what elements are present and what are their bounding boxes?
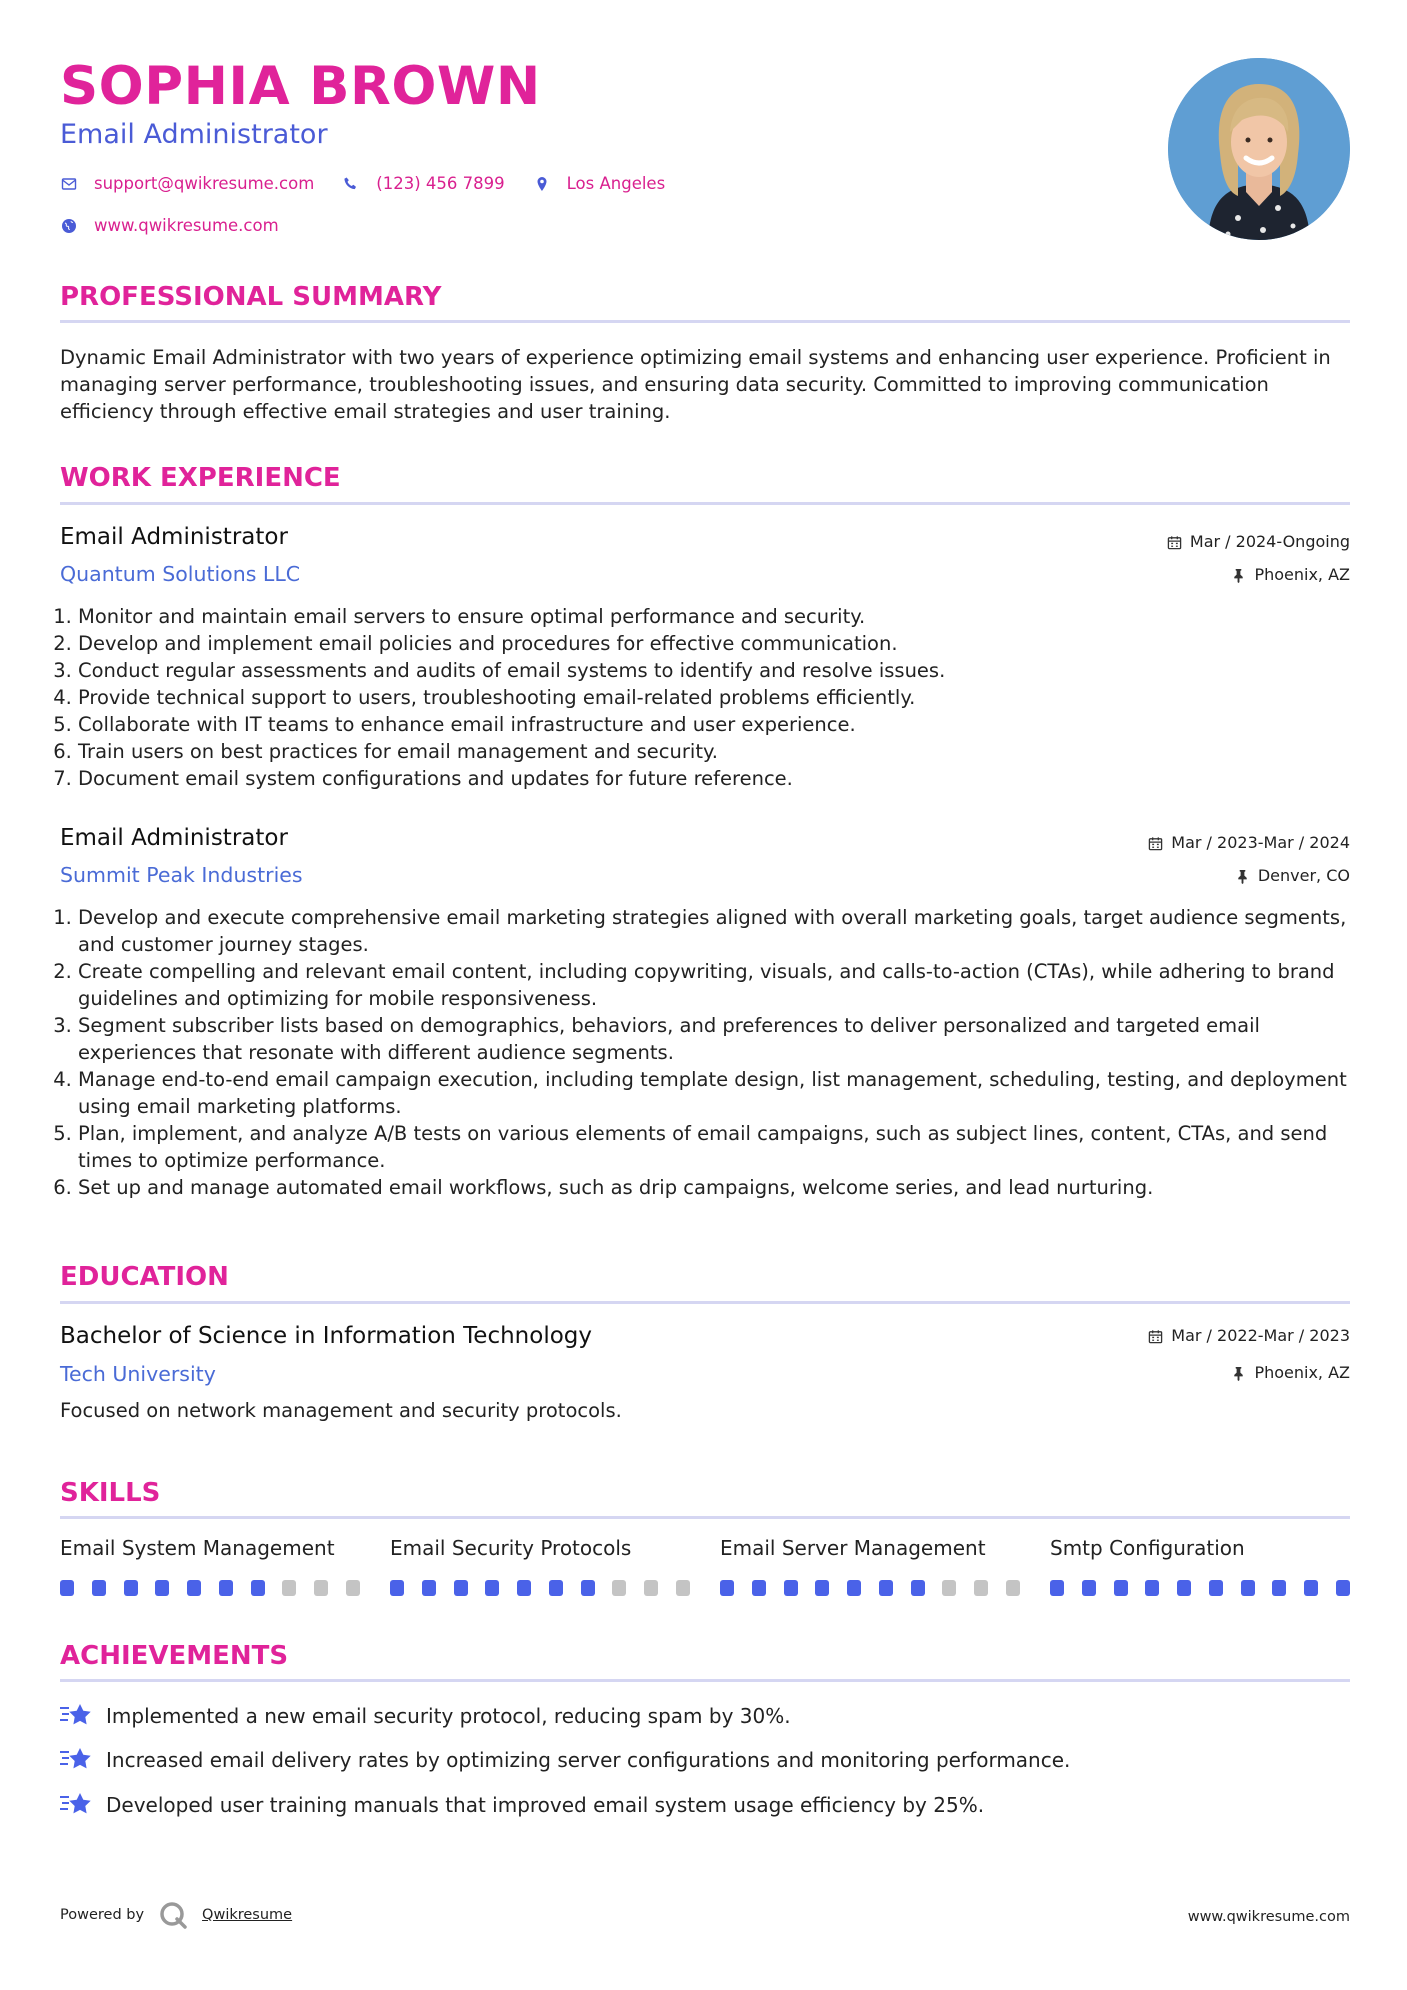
star-icon — [60, 1791, 92, 1819]
list-item: 6. Set up and manage automated email workflows, such as drip campaigns, welcome series, and lead nurturing. — [78, 1174, 1368, 1201]
skill-rating — [390, 1580, 690, 1596]
skill-item — [60, 1538, 360, 1596]
job-2-title: Email Administrator — [60, 825, 288, 851]
skill-dot-filled — [549, 1580, 563, 1596]
skill-item — [720, 1538, 1020, 1596]
candidate-role: Email Administrator — [60, 119, 328, 150]
job-1-location-text: Phoenix, AZ — [1254, 565, 1350, 584]
education-dates-text: Mar / 2022-Mar / 2023 — [1171, 1326, 1350, 1345]
education-divider — [60, 1301, 1350, 1304]
skill-dot-filled — [847, 1580, 861, 1596]
skill-dot-filled — [720, 1580, 734, 1596]
job-1-location — [1231, 567, 1350, 583]
website-text: www.qwikresume.com — [94, 216, 279, 235]
skill-dot-filled — [911, 1580, 925, 1596]
achievements-divider — [60, 1679, 1350, 1682]
skill-dot-filled — [1050, 1580, 1064, 1596]
skill-dot-empty — [612, 1580, 626, 1596]
skill-dot-empty — [676, 1580, 690, 1596]
skill-dot-filled — [219, 1580, 233, 1596]
skill-dot-filled — [879, 1580, 893, 1596]
map-pin-icon — [533, 175, 551, 193]
calendar-icon — [1148, 1329, 1163, 1344]
skill-dot-empty — [1006, 1580, 1020, 1596]
profile-photo — [1168, 58, 1350, 240]
skill-name: Email Security Protocols — [390, 1536, 632, 1560]
achievements-heading: ACHIEVEMENTS — [60, 1641, 289, 1671]
skill-rating — [720, 1580, 1020, 1596]
job-1-title: Email Administrator — [60, 524, 288, 550]
skill-rating — [60, 1580, 360, 1596]
skill-dot-filled — [1177, 1580, 1191, 1596]
email-text: support@qwikresume.com — [94, 174, 315, 193]
skill-dot-filled — [422, 1580, 436, 1596]
skill-dot-filled — [454, 1580, 468, 1596]
skill-rating — [1050, 1580, 1350, 1596]
star-icon — [60, 1702, 92, 1730]
summary-text: Dynamic Email Administrator with two years of experience optimizing email systems and enhancing user experience. Proficient in managing server performance, troubleshooting issues, and ensuring data security. Committed to improving communication efficiency through effective email strategies and user training. — [60, 346, 1331, 423]
experience-divider — [60, 502, 1350, 505]
list-item: 2. Create compelling and relevant email content, including copywriting, visuals, and calls-to-action (CTAs), while adhering to brand guidelines and optimizing for mobile responsiveness. — [78, 958, 1368, 1012]
skill-name: Smtp Configuration — [1050, 1536, 1245, 1560]
pushpin-icon — [1231, 568, 1246, 583]
skill-dot-filled — [1082, 1580, 1096, 1596]
skill-dot-filled — [1272, 1580, 1286, 1596]
skill-dot-filled — [124, 1580, 138, 1596]
skill-dot-filled — [1241, 1580, 1255, 1596]
skill-dot-filled — [60, 1580, 74, 1596]
list-item: 1. Develop and execute comprehensive email marketing strategies aligned with overall marketing goals, target audience segments, and customer journey stages. — [78, 904, 1368, 958]
list-item: 5. Collaborate with IT teams to enhance email infrastructure and user experience. — [78, 711, 1368, 738]
skill-dot-empty — [346, 1580, 360, 1596]
footer-website[interactable]: www.qwikresume.com — [1187, 1909, 1350, 1925]
list-item: 4. Provide technical support to users, troubleshooting email-related problems efficiently. — [78, 684, 1368, 711]
globe-icon — [60, 217, 78, 235]
skill-dot-empty — [974, 1580, 988, 1596]
list-item: 5. Plan, implement, and analyze A/B tests on various elements of email campaigns, such as subject lines, content, CTAs, and send times to optimize performance. — [78, 1120, 1368, 1174]
job-2-duties — [60, 904, 1368, 1201]
skill-dot-empty — [644, 1580, 658, 1596]
education-dates — [1148, 1328, 1350, 1344]
education-school: Tech University — [60, 1362, 216, 1386]
list-item: 3. Segment subscriber lists based on demographics, behaviors, and preferences to deliver personalized and targeted email experiences that resonate with different audience segments. — [78, 1012, 1368, 1066]
job-1-company: Quantum Solutions LLC — [60, 562, 301, 586]
contact-email[interactable] — [60, 174, 314, 193]
achievement-item — [60, 1702, 791, 1730]
phone-icon — [342, 175, 360, 193]
pushpin-icon — [1235, 869, 1250, 884]
skill-dot-empty — [282, 1580, 296, 1596]
job-2-location-text: Denver, CO — [1257, 866, 1350, 885]
skill-item — [390, 1538, 690, 1596]
skill-dot-filled — [155, 1580, 169, 1596]
summary-divider — [60, 320, 1350, 323]
skill-dot-filled — [187, 1580, 201, 1596]
achievement-text: Increased email delivery rates by optimizing server configurations and monitoring performance. — [106, 1748, 1071, 1772]
skill-dot-filled — [752, 1580, 766, 1596]
skill-dot-filled — [784, 1580, 798, 1596]
skills-heading: SKILLS — [60, 1478, 161, 1508]
contact-location — [533, 174, 666, 193]
resume-page — [60, 0, 1350, 1990]
pushpin-icon — [1231, 1366, 1246, 1381]
job-2-dates — [1148, 835, 1350, 851]
education-location-text: Phoenix, AZ — [1254, 1363, 1350, 1382]
skills-divider — [60, 1516, 1350, 1519]
footer-powered-by — [60, 1900, 292, 1930]
education-heading: EDUCATION — [60, 1262, 229, 1292]
qwikresume-link[interactable]: Qwikresume — [202, 1907, 293, 1923]
contact-phone[interactable] — [342, 174, 504, 193]
list-item: 7. Document email system configurations and updates for future reference. — [78, 765, 1368, 792]
list-item: 3. Conduct regular assessments and audits of email systems to identify and resolve issues. — [78, 657, 1368, 684]
candidate-name: SOPHIA BROWN — [60, 56, 541, 117]
list-item: 6. Train users on best practices for email management and security. — [78, 738, 1368, 765]
job-2-dates-text: Mar / 2023-Mar / 2024 — [1171, 833, 1350, 852]
job-1-duties — [60, 603, 1368, 792]
contact-row-primary — [60, 174, 693, 193]
phone-text: (123) 456 7899 — [376, 174, 505, 193]
skill-name: Email Server Management — [720, 1536, 986, 1560]
achievement-item — [60, 1746, 1070, 1774]
education-location — [1231, 1365, 1350, 1381]
skill-dot-filled — [390, 1580, 404, 1596]
location-text: Los Angeles — [566, 174, 666, 193]
list-item: 1. Monitor and maintain email servers to ensure optimal performance and security. — [78, 603, 1368, 630]
skill-item — [1050, 1538, 1350, 1596]
envelope-icon — [60, 175, 78, 193]
skill-dot-filled — [581, 1580, 595, 1596]
achievement-text: Implemented a new email security protocol, reducing spam by 30%. — [106, 1704, 791, 1728]
job-1-dates-text: Mar / 2024-Ongoing — [1189, 532, 1350, 551]
education-degree: Bachelor of Science in Information Technology — [60, 1323, 592, 1349]
skill-dot-empty — [314, 1580, 328, 1596]
skill-dot-filled — [1304, 1580, 1318, 1596]
skill-dot-filled — [1114, 1580, 1128, 1596]
powered-by-label: Powered by — [60, 1907, 145, 1923]
job-2-location — [1235, 868, 1350, 884]
achievement-text: Developed user training manuals that improved email system usage efficiency by 25%. — [106, 1793, 985, 1817]
achievement-item — [60, 1791, 984, 1819]
education-description: Focused on network management and security protocols. — [60, 1399, 622, 1422]
list-item: 4. Manage end-to-end email campaign execution, including template design, list management, scheduling, testing, and deployment using email marketing platforms. — [78, 1066, 1368, 1120]
skill-dot-filled — [1209, 1580, 1223, 1596]
skills-grid — [60, 1538, 1350, 1596]
job-1-dates — [1167, 534, 1350, 550]
skill-dot-filled — [1145, 1580, 1159, 1596]
job-2-company: Summit Peak Industries — [60, 863, 303, 887]
summary-heading: PROFESSIONAL SUMMARY — [60, 282, 442, 312]
contact-row-secondary — [60, 216, 307, 235]
star-icon — [60, 1746, 92, 1774]
skill-dot-filled — [92, 1580, 106, 1596]
skill-dot-filled — [815, 1580, 829, 1596]
skill-name: Email System Management — [60, 1536, 335, 1560]
experience-heading: WORK EXPERIENCE — [60, 463, 341, 493]
list-item: 2. Develop and implement email policies and procedures for effective communication. — [78, 630, 1368, 657]
skill-dot-filled — [485, 1580, 499, 1596]
calendar-icon — [1148, 836, 1163, 851]
skill-dot-filled — [517, 1580, 531, 1596]
skill-dot-filled — [1336, 1580, 1350, 1596]
calendar-icon — [1167, 535, 1182, 550]
skill-dot-empty — [942, 1580, 956, 1596]
skill-dot-filled — [251, 1580, 265, 1596]
contact-website[interactable] — [60, 216, 279, 235]
qwikresume-logo-icon — [158, 1900, 188, 1930]
